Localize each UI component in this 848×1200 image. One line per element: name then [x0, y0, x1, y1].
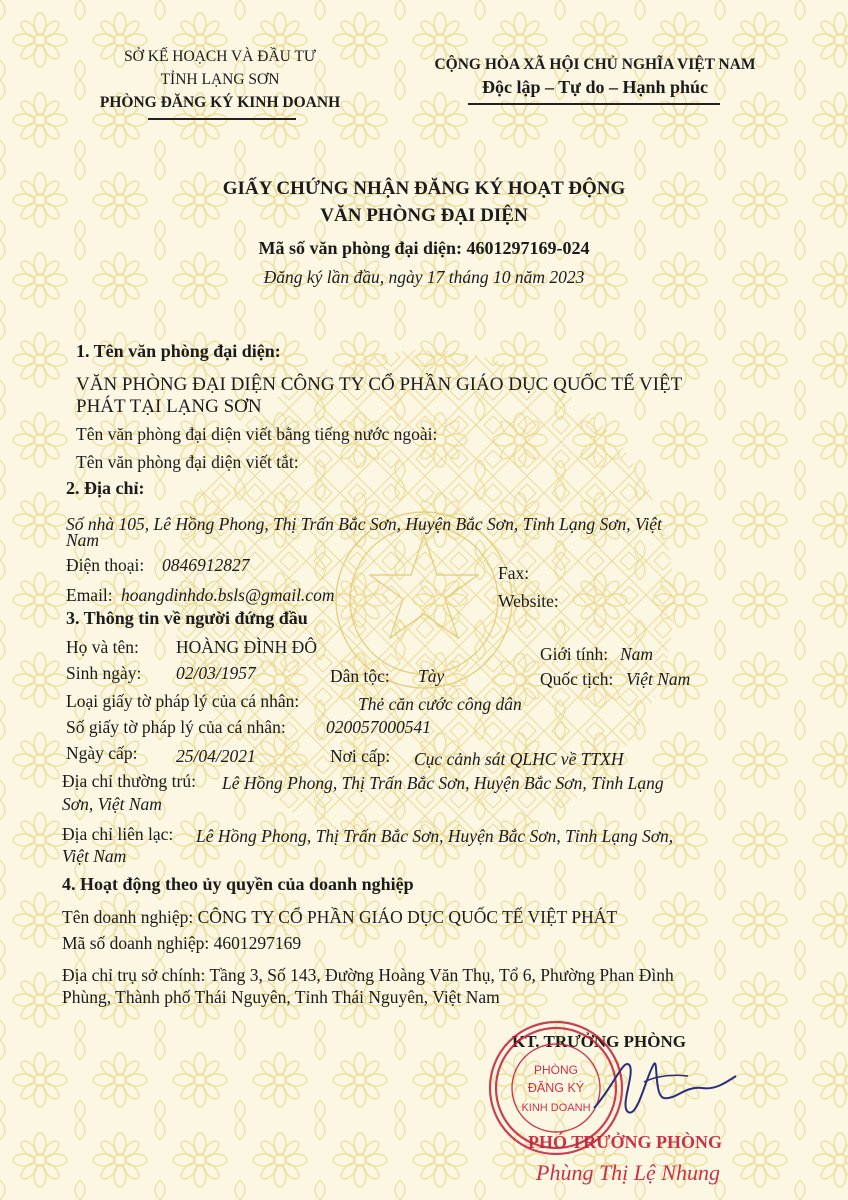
dob-value: 02/03/1957: [176, 663, 256, 683]
foreign-name-label: Tên văn phòng đại diện viết bằng tiếng nước ngoài:: [76, 424, 438, 444]
email-value: hoangdinhdo.bsls@gmail.com: [121, 585, 335, 605]
permanent-address-label: Địa chỉ thường trú:: [62, 771, 196, 791]
headquarters-line1: Địa chỉ trụ sở chính: Tầng 3, Số 143, Đường Hoàng Văn Thụ, Tổ 6, Phường Phan Đình: [62, 965, 674, 985]
section4-heading: 4. Hoạt động theo ủy quyền của doanh nghiệp: [62, 874, 414, 894]
stamp-text-line1: PHÒNG: [533, 1063, 579, 1077]
address-line2: Nam: [66, 530, 100, 550]
short-name-label: Tên văn phòng đại diện viết tắt:: [76, 452, 299, 472]
province-name: TỈNH LẠNG SƠN: [160, 71, 280, 88]
agency-name: SỞ KẾ HOẠCH VÀ ĐẦU TƯ: [124, 48, 316, 65]
office-name: PHÒNG ĐĂNG KÝ KINH DOANH: [99, 94, 341, 111]
gender-label: Giới tính:: [540, 644, 609, 664]
name-value: HOÀNG ĐÌNH ĐÔ: [176, 637, 317, 657]
national-title: CỘNG HÒA XÃ HỘI CHỦ NGHĨA VIỆT NAM: [434, 56, 756, 73]
issue-place-value: Cục cảnh sát QLHC về TTXH: [414, 749, 624, 769]
issue-date-value: 25/04/2021: [176, 746, 256, 766]
document-title-line1: GIẤY CHỨNG NHẬN ĐĂNG KÝ HOẠT ĐỘNG: [222, 178, 626, 199]
address-line1: Số nhà 105, Lê Hồng Phong, Thị Trấn Bắc Sơn, Huyện Bắc Sơn, Tỉnh Lạng Sơn, Việt: [66, 514, 662, 534]
id-number-value: 020057000541: [326, 717, 431, 737]
office-name-line1: VĂN PHÒNG ĐẠI DIỆN CÔNG TY CỔ PHẦN GIÁO DỤC QUỐC TẾ VIỆT: [76, 374, 683, 395]
contact-address-label: Địa chỉ liên lạc:: [62, 824, 174, 844]
dob-label: Sinh ngày:: [66, 663, 142, 683]
national-motto: Độc lập – Tự do – Hạnh phúc: [481, 77, 709, 97]
nationality-label: Quốc tịch:: [540, 669, 614, 689]
issue-place-label: Nơi cấp:: [330, 746, 391, 766]
office-code: Mã số văn phòng đại diện: 4601297169-024: [258, 238, 590, 258]
permanent-address-line2: Sơn, Việt Nam: [62, 794, 162, 814]
deputy-title: PHÓ TRƯỞNG PHÒNG: [528, 1132, 723, 1152]
gender-value: Nam: [620, 644, 654, 664]
company-code: Mã số doanh nghiệp: 4601297169: [62, 933, 302, 953]
contact-address-line1: Lê Hồng Phong, Thị Trấn Bắc Sơn, Huyện Bắc Sơn, Tỉnh Lạng Sơn,: [196, 826, 674, 846]
id-type-value: Thẻ căn cước công dân: [358, 694, 522, 714]
permanent-address-line1: Lê Hồng Phong, Thị Trấn Bắc Sơn, Huyện Bắc Sơn, Tỉnh Lạng: [222, 773, 664, 793]
ethnicity-label: Dân tộc:: [330, 666, 390, 686]
phone-label: Điện thoại:: [66, 555, 145, 575]
section1-heading: 1. Tên văn phòng đại diện:: [76, 341, 281, 361]
document-title-line2: VĂN PHÒNG ĐẠI DIỆN: [320, 205, 528, 226]
registration-date: Đăng ký lần đầu, ngày 17 tháng 10 năm 2023: [263, 267, 585, 287]
contact-address-line2: Việt Nam: [62, 846, 127, 866]
right-header-underline: [468, 103, 720, 105]
signer-name: Phùng Thị Lệ Nhung: [536, 1160, 720, 1185]
name-label: Họ và tên:: [66, 637, 139, 657]
id-number-label: Số giấy tờ pháp lý của cá nhân:: [66, 717, 286, 737]
left-header-underline: [148, 118, 296, 120]
office-name-line2: PHÁT TẠI LẠNG SƠN: [76, 396, 262, 417]
section3-heading: 3. Thông tin về người đứng đầu: [66, 608, 308, 628]
nationality-value: Việt Nam: [626, 669, 691, 689]
company-name: Tên doanh nghiệp: CÔNG TY CỔ PHẦN GIÁO DỤC QUỐC TẾ VIỆT PHÁT: [62, 907, 618, 927]
signatory-title: KT. TRƯỞNG PHÒNG: [512, 1032, 686, 1051]
stamp-text-line2: ĐĂNG KÝ: [527, 1081, 585, 1095]
section2-heading: 2. Địa chỉ:: [66, 478, 145, 498]
email-label: Email:: [66, 585, 113, 605]
issue-date-label: Ngày cấp:: [66, 743, 138, 763]
headquarters-line2: Phùng, Thành phố Thái Nguyên, Tỉnh Thái Nguyên, Việt Nam: [62, 987, 500, 1007]
handwritten-signature: [584, 1046, 744, 1126]
ethnicity-value: Tày: [418, 666, 445, 686]
phone-value: 0846912827: [162, 555, 250, 575]
website-label: Website:: [498, 591, 559, 611]
stamp-text-line3: KINH DOANH: [521, 1102, 591, 1114]
id-type-label: Loại giấy tờ pháp lý của cá nhân:: [66, 691, 300, 711]
fax-label: Fax:: [498, 563, 530, 583]
